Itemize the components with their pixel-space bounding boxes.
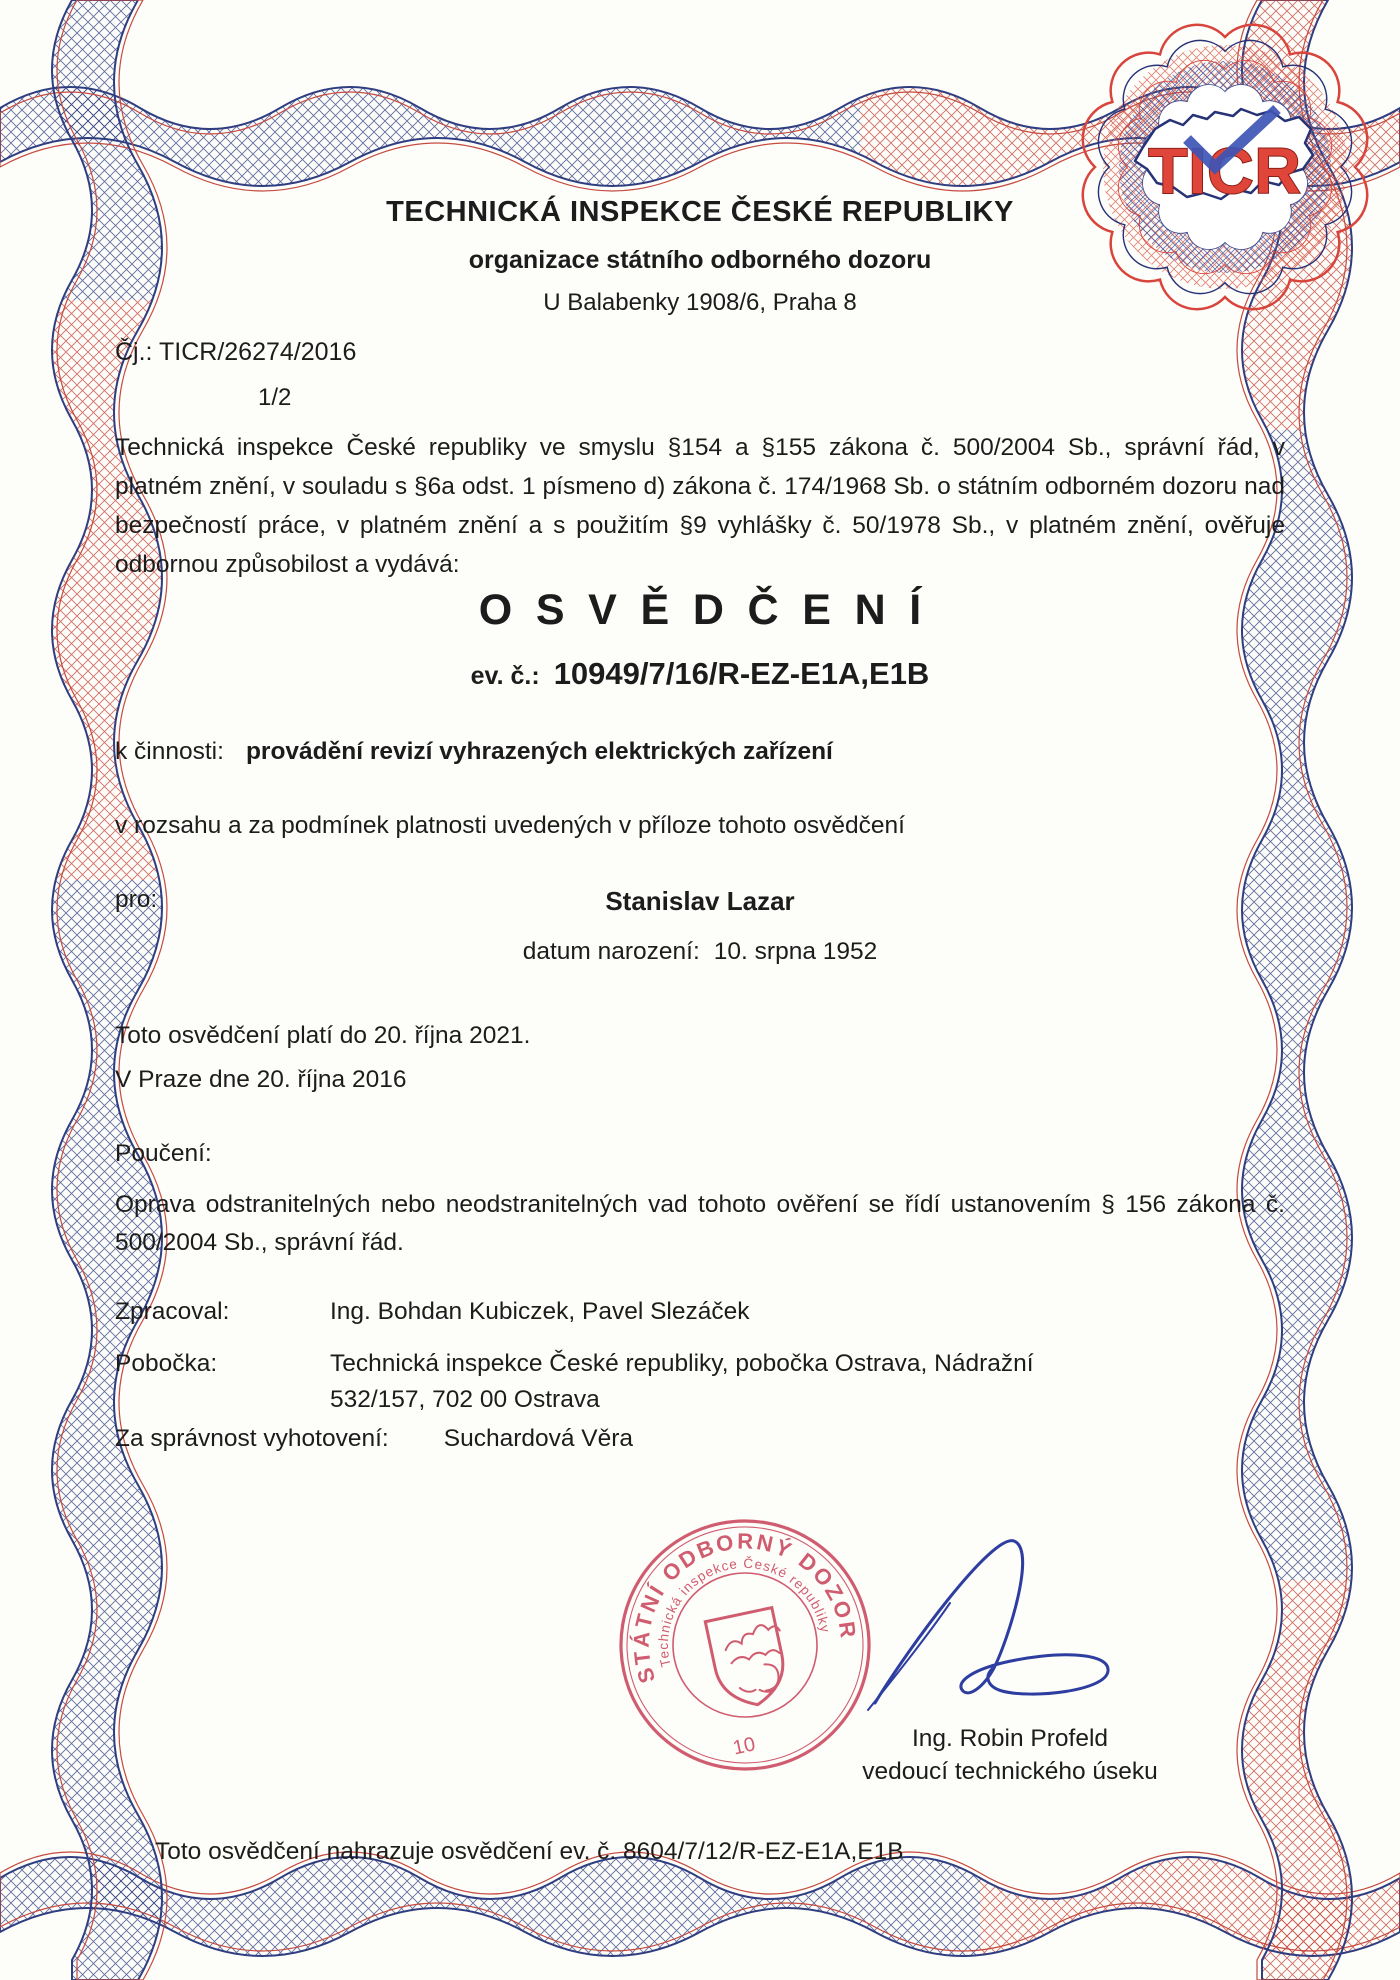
intro-paragraph: Technická inspekce České republiky ve smyslu §154 a §155 zákona č. 500/2004 Sb., správní řád, v platném znění, v souladu s §6a odst. 1 písmeno d) zákona č. 174/1968 Sb. o státním odborném dozoru nad bezpečností práce, v platném znění a s použitím §9 vyhlášky č. 50/1978 Sb., v platném znění, ověřuje odbornou způsobilost a vydává: <box>115 434 1285 578</box>
prepared-label: Zpracoval: <box>115 1298 230 1325</box>
correctness-label: Za správnost vyhotovení: <box>115 1425 389 1452</box>
notice-text: Oprava odstranitelných nebo neodstranitelných vad tohoto ověření se řídí ustanovením § 156 zákona č. 500/2004 Sb., správní řád. <box>115 1191 1285 1256</box>
page-indicator: 1/2 <box>258 384 292 411</box>
stamp-outer-text: STÁTNÍ ODBORNÝ DOZOR <box>628 1528 862 1687</box>
certificate-title: OSVĚDČENÍ <box>478 586 945 634</box>
ev-label: ev. č.: <box>470 662 540 690</box>
correctness-value: Suchardová Věra <box>443 1425 634 1452</box>
issue-place-date: V Praze dne 20. října 2016 <box>115 1066 407 1093</box>
official-stamp <box>600 1500 890 1790</box>
birth-row <box>115 938 1285 966</box>
for-label: pro: <box>115 886 158 913</box>
org-name: TECHNICKÁ INSPEKCE ČESKÉ REPUBLIKY <box>386 196 1014 228</box>
validity-note: Toto osvědčení platí do 20. října 2021. <box>115 1022 531 1049</box>
branch-row <box>115 1346 1285 1418</box>
scope-note: v rozsahu a za podmínek platnosti uvedených v příloze tohoto osvědčení <box>115 812 905 839</box>
branch-value: Technická inspekce České republiky, pobočka Ostrava, Nádražní 532/157, 702 00 Ostrava <box>330 1350 1034 1413</box>
activity-label: k činnosti: <box>115 738 224 765</box>
birth-date: 10. srpna 1952 <box>713 938 878 965</box>
notice-label: Poučení: <box>115 1140 212 1167</box>
logo-wordmark: TICR <box>1148 135 1302 207</box>
signatory-name: Ing. Robin Profeld <box>911 1725 1109 1752</box>
activity-value: provádění revizí vyhrazených elektrických zařízení <box>245 738 833 765</box>
holder-row <box>115 886 1285 926</box>
signatory-title: vedoucí technického úseku <box>862 1758 1158 1785</box>
branch-label: Pobočka: <box>115 1350 218 1377</box>
correctness-row <box>115 1425 1285 1453</box>
replacement-note: Toto osvědčení nahrazuje osvědčení ev. č. 8604/7/12/R-EZ-E1A,E1B <box>155 1838 904 1865</box>
signatory-block <box>860 1722 1160 1788</box>
org-subtitle: organizace státního odborného dozoru <box>468 246 932 274</box>
ev-number-line <box>115 656 1285 692</box>
birth-label: datum narození: <box>522 938 700 965</box>
file-number: Čj.: TICR/26274/2016 <box>115 338 357 366</box>
stamp-inner-text: Technická inspekce České republiky <box>655 1555 834 1669</box>
signature-scribble <box>850 1505 1190 1715</box>
stamp-number: 10 <box>731 1733 758 1760</box>
org-address: U Balabenky 1908/6, Praha 8 <box>543 289 857 316</box>
prepared-value: Ing. Bohdan Kubiczek, Pavel Slezáček <box>330 1298 750 1325</box>
activity-row <box>115 738 1285 766</box>
holder-name: Stanislav Lazar <box>605 886 795 916</box>
coat-of-arms-shield <box>705 1607 794 1712</box>
ev-number: 10949/7/16/R-EZ-E1A,E1B <box>553 656 930 691</box>
prepared-row <box>115 1298 1285 1326</box>
header <box>115 196 1285 317</box>
